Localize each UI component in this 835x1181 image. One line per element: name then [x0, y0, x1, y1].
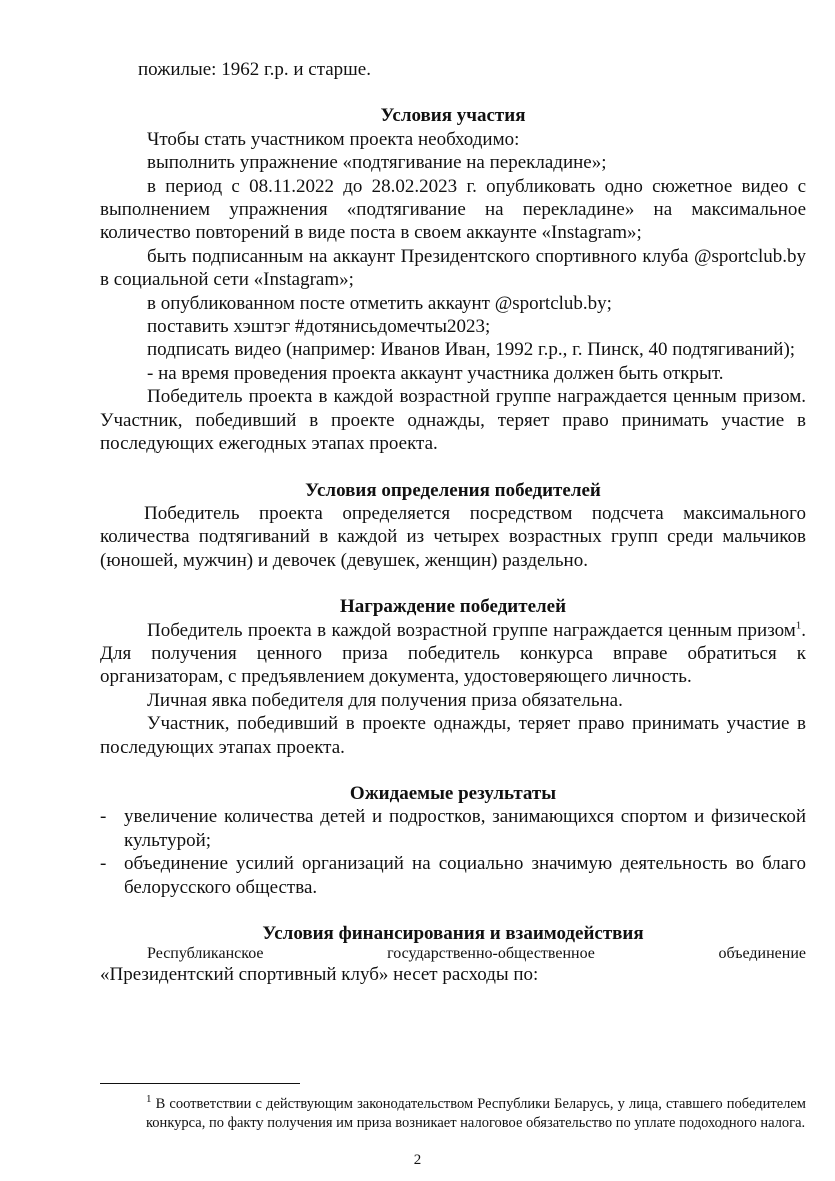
footnote: [100, 1095, 806, 1133]
age-group-line: пожилые: 1962 г.р. и старше.: [138, 59, 371, 80]
participation-item: в опубликованном посте отметить аккаунт @sportclub.by;: [147, 292, 612, 314]
participation-item: быть подписанным на аккаунт Президентского спортивного клуба @sportclub.by в социальной сети «Instagram»;: [100, 245, 806, 291]
awarding-text-start: Победитель проекта в каждой возрастной группе награждается ценным призом: [147, 619, 796, 641]
document-body: [100, 58, 806, 987]
financing-first-line: [100, 945, 806, 963]
winners-definition-heading: Условия определения победителей: [305, 479, 601, 501]
participation-item: - на время проведения проекта аккаунт участника должен быть открыт.: [147, 362, 724, 384]
awarding-section: [100, 595, 806, 759]
results-item-text: объединение усилий организаций на социально значимую деятельность во благо белорусского общества.: [124, 853, 806, 898]
participation-intro: Чтобы стать участником проекта необходимо:: [147, 128, 520, 150]
results-heading: Ожидаемые результаты: [349, 782, 557, 804]
winners-definition-text: Победитель проекта определяется посредством подсчета максимального количества подтягиваний в каждой из четырех возрастных групп среди мальчиков (юношей, мужчин) и девочек (девушек, женщин) раздельно.: [100, 502, 806, 571]
footnote-reference: 1: [795, 619, 802, 632]
results-section: [100, 782, 806, 899]
participation-item: в период с 08.11.2022 до 28.02.2023 г. опубликовать одно сюжетное видео с выполнением упражнения «подтягивание на перекладине» на максимальное количество повторений в виде поста в своем аккаунте «Instagram»;: [100, 175, 806, 244]
awarding-heading: Награждение победителей: [339, 596, 567, 618]
results-list-item: [100, 852, 806, 899]
financing-word: Республиканское: [147, 945, 264, 963]
bullet-dash: -: [100, 806, 107, 828]
results-list-item: [100, 805, 806, 852]
financing-word: объединение: [718, 945, 806, 963]
page-number: 2: [413, 1152, 422, 1168]
financing-second-line: «Президентский спортивный клуб» несет расходы по:: [100, 964, 539, 986]
participation-item: поставить хэштэг #дотянисьдомечты2023;: [147, 316, 491, 338]
participation-item: выполнить упражнение «подтягивание на перекладине»;: [147, 152, 607, 174]
financing-heading: Условия финансирования и взаимодействия: [262, 923, 644, 944]
awarding-paragraph: [100, 619, 806, 689]
awarding-presence: Личная явка победителя для получения приза обязательна.: [147, 689, 623, 711]
footnote-separator: [100, 1083, 300, 1084]
financing-word: государственно-общественное: [387, 945, 595, 963]
participation-closing: Победитель проекта в каждой возрастной группе награждается ценным призом. Участник, победивший в проекте однажды, теряет право принимать участие в последующих ежегодных этапах проекта.: [100, 386, 806, 455]
participation-heading: Условия участия: [380, 105, 526, 127]
participation-item: подписать видео (например: Иванов Иван, 1992 г.р., г. Пинск, 40 подтягиваний);: [147, 339, 796, 361]
financing-section: [100, 922, 806, 987]
participation-section: [100, 104, 806, 455]
footnote-text: В соответствии с действующим законодательством Республики Беларусь, у лица, ставшего победителем конкурса, по факту получения им приза возникает налоговое обязательство по уплате подоходного налога.: [146, 1096, 806, 1132]
bullet-dash: -: [100, 853, 107, 875]
awarding-text-end: . Для получения ценного приза победитель конкурса вправе обратиться к организаторам, с предъявлением документа, удостоверяющего личность.: [100, 619, 806, 688]
results-item-text: увеличение количества детей и подростков, занимающихся спортом и физической культурой;: [124, 806, 806, 851]
awarding-restriction: Участник, победивший в проекте однажды, теряет право принимать участие в последующих этапах проекта.: [100, 713, 806, 758]
footnote-mark: 1: [146, 1093, 152, 1106]
winners-definition-section: [100, 479, 806, 573]
